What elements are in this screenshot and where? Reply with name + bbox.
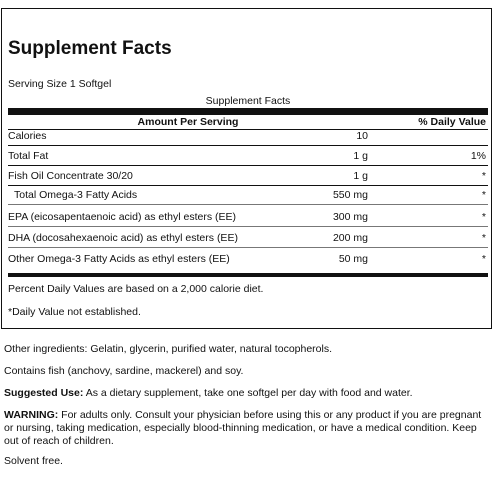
table-row [8, 127, 488, 146]
panel-title: Supplement Facts [8, 38, 172, 59]
nutrient-amount: 1 g [353, 150, 368, 162]
warning [4, 409, 492, 448]
daily-value-header: % Daily Value [418, 116, 486, 128]
table-bottom-rule [8, 273, 488, 277]
table-row [8, 167, 488, 186]
nutrient-dv: * [481, 253, 486, 265]
nutrient-dv: * [481, 232, 486, 244]
nutrient-amount: 550 mg [332, 189, 368, 201]
nutrient-dv: 1% [470, 150, 486, 162]
footnote-daily-values: Percent Daily Values are based on a 2,000 calorie diet. [8, 283, 264, 295]
allergen-statement: Contains fish (anchovy, sardine, mackerel) and soy. [4, 365, 244, 377]
amount-per-serving-header: Amount Per Serving [137, 116, 239, 128]
table-row [8, 186, 488, 205]
table-row [8, 208, 488, 227]
nutrient-name: EPA (eicosapentaenoic acid) as ethyl esters (EE) [8, 211, 237, 223]
nutrient-dv: * [481, 189, 486, 201]
nutrient-name: Total Omega-3 Fatty Acids [14, 189, 138, 201]
table-row [8, 229, 488, 248]
nutrient-amount: 50 mg [338, 253, 368, 265]
suggested-use-label: Suggested Use: [4, 387, 84, 399]
other-ingredients: Other ingredients: Gelatin, glycerin, purified water, natural tocopherols. [4, 343, 333, 355]
nutrient-name: Total Fat [8, 150, 49, 162]
warning-label: WARNING: [4, 409, 59, 421]
nutrient-amount: 1 g [353, 170, 368, 182]
nutrient-name: Other Omega-3 Fatty Acids as ethyl esters (EE) [8, 253, 230, 265]
table-row [8, 250, 488, 268]
nutrient-amount: 300 mg [332, 211, 368, 223]
nutrient-name: DHA (docosahexaenoic acid) as ethyl esters (EE) [8, 232, 238, 244]
nutrient-amount: 10 [356, 130, 368, 142]
warning-text: For adults only. Consult your physician before using this or any product if you are pregnant or nursing, taking medication, especially blood-thinning medication, or have a medical condition. Keep out of reach of children. [4, 409, 482, 447]
nutrient-dv: * [481, 170, 486, 182]
nutrient-amount: 200 mg [332, 232, 368, 244]
suggested-use [4, 387, 492, 400]
footnote-not-established: *Daily Value not established. [8, 306, 141, 318]
serving-size: Serving Size 1 Softgel [8, 78, 112, 90]
solvent-free: Solvent free. [4, 455, 63, 467]
suggested-use-text: As a dietary supplement, take one softgel per day with food and water. [83, 387, 413, 399]
nutrient-name: Fish Oil Concentrate 30/20 [8, 170, 133, 182]
table-caption: Supplement Facts [205, 95, 291, 107]
nutrient-dv: * [481, 211, 486, 223]
table-row [8, 147, 488, 166]
nutrient-name: Calories [8, 130, 47, 142]
